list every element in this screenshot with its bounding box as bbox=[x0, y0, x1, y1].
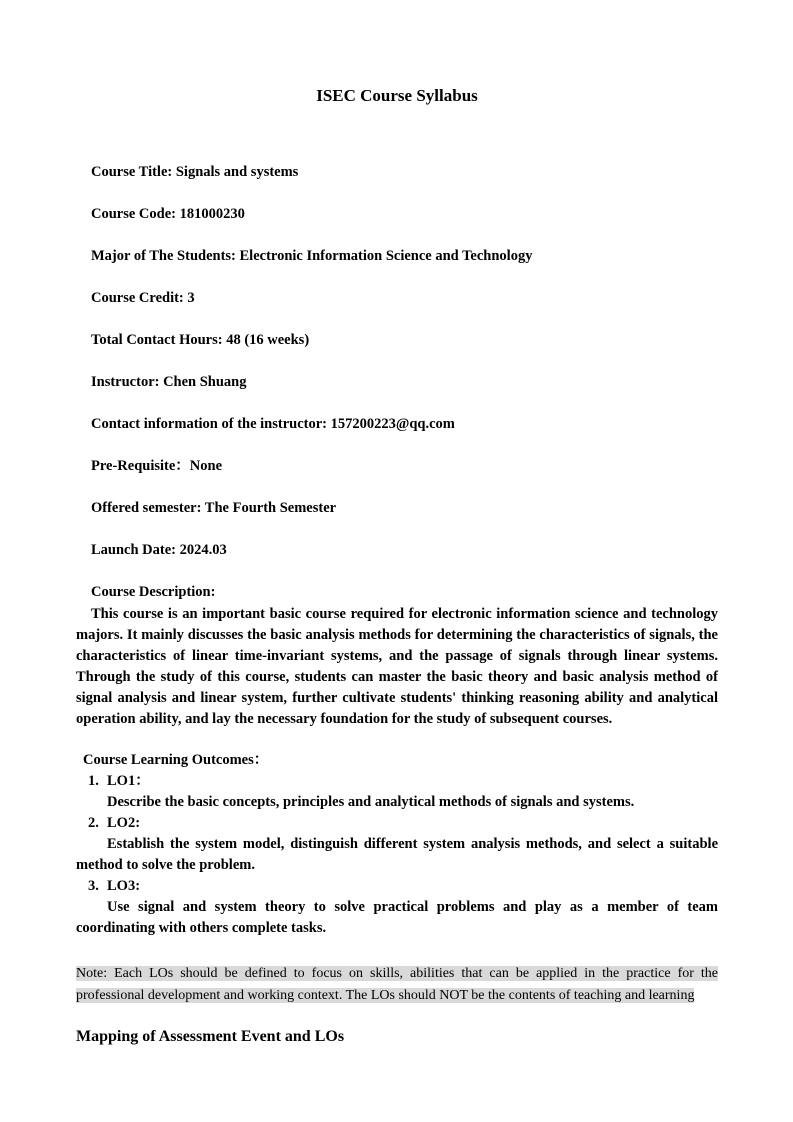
field-course-credit: Course Credit: 3 bbox=[91, 290, 195, 306]
field-contact-information: Contact information of the instructor: 157200223@qq.com bbox=[91, 416, 455, 432]
field-instructor: Instructor: Chen Shuang bbox=[91, 374, 247, 390]
field-offered-semester: Offered semester: The Fourth Semester bbox=[91, 500, 337, 516]
lo2-label: LO2: bbox=[107, 815, 141, 831]
field-total-contact-hours: Total Contact Hours: 48 (16 weeks) bbox=[91, 332, 310, 348]
lo1-description: Describe the basic concepts, principles and analytical methods of signals and systems. bbox=[107, 794, 635, 810]
lo2-number: 2. bbox=[88, 815, 99, 831]
note-paragraph bbox=[76, 963, 718, 1006]
lo1-label-line bbox=[76, 771, 718, 792]
document-title: ISEC Course Syllabus bbox=[316, 86, 478, 105]
learning-outcome-item-3 bbox=[76, 876, 718, 939]
course-info-fields bbox=[76, 163, 718, 560]
lo3-number: 3. bbox=[88, 878, 99, 894]
field-launch-date: Launch Date: 2024.03 bbox=[91, 542, 227, 558]
course-description-section bbox=[76, 583, 718, 730]
field-course-title: Course Title: Signals and systems bbox=[91, 164, 299, 180]
field-pre-requisite: Pre-Requisite：None bbox=[91, 458, 223, 474]
learning-outcome-item-1 bbox=[76, 771, 718, 813]
lo3-label: LO3: bbox=[107, 878, 141, 894]
lo3-label-line bbox=[76, 876, 718, 897]
lo1-number: 1. bbox=[88, 773, 99, 789]
note-highlight-text: Note: Each LOs should be defined to focus on skills, abilities that can be applied in the practice for the professional development and working context. The LOs should NOT be the contents of teaching and learning bbox=[76, 966, 718, 1003]
field-major-of-students: Major of The Students: Electronic Information Science and Technology bbox=[91, 248, 533, 264]
lo1-label: LO1： bbox=[107, 773, 150, 789]
lo2-description: Establish the system model, distinguish different system analysis methods, and select a suitable method to solve the problem. bbox=[76, 836, 718, 873]
learning-outcome-item-2 bbox=[76, 813, 718, 876]
learning-outcomes-section bbox=[76, 750, 718, 939]
lo2-label-line bbox=[76, 813, 718, 834]
lo3-description: Use signal and system theory to solve practical problems and play as a member of team coordinating with others complete tasks. bbox=[76, 899, 718, 936]
section-heading-mapping: Mapping of Assessment Event and LOs bbox=[76, 1028, 345, 1045]
course-description-paragraph: This course is an important basic course required for electronic information science and technology majors. It mainly discusses the basic analysis methods for determining the characteristics of signals, the characteristics of linear time-invariant systems, and the passage of signals through linear systems. Through the study of this course, students can master the basic theory and basic analysis method of signal analysis and linear system, further cultivate students' thinking reasoning ability and analytical operation ability, and lay the necessary foundation for the study of subsequent courses. bbox=[76, 606, 718, 727]
section-heading-course-description: Course Description: bbox=[91, 584, 216, 600]
field-course-code: Course Code: 181000230 bbox=[91, 206, 245, 222]
section-heading-learning-outcomes: Course Learning Outcomes： bbox=[83, 752, 269, 768]
